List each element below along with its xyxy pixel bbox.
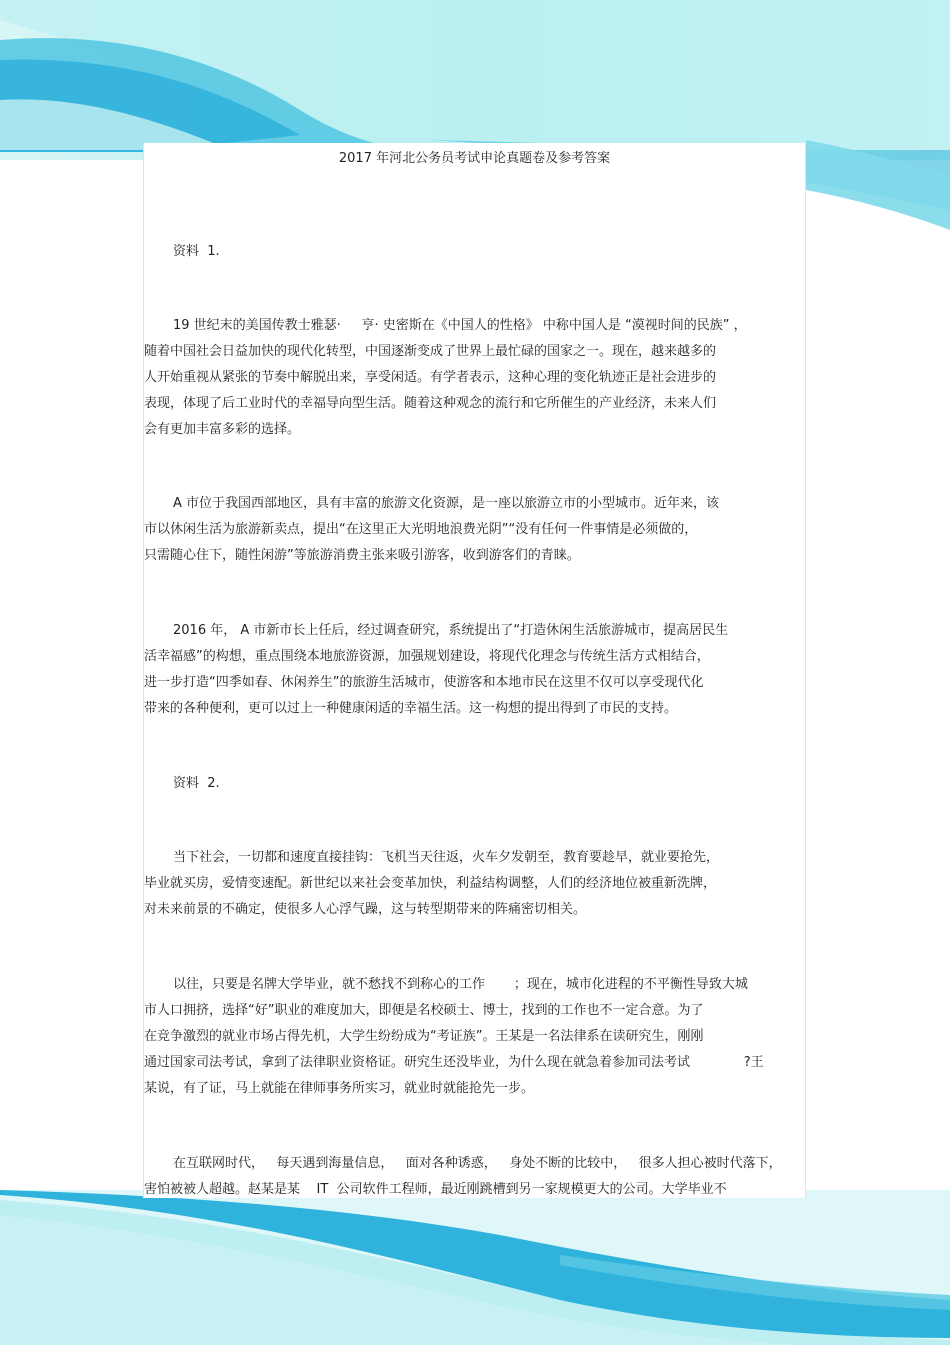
paragraph-line: 市人口拥挤，选择“好”职业的难度加大，即便是名校硕士、博士，找到的工作也不一定合意。为了 bbox=[144, 1003, 704, 1018]
paragraph-line: 活幸福感”的构想，重点围绕本地旅游资源，加强规划建设，将现代化理念与传统生活方式相结合， bbox=[144, 649, 710, 664]
section-heading-1: 资料 1. bbox=[173, 244, 220, 259]
paragraph-line: 表现，体现了后工业时代的幸福导向型生活。随着这种观念的流行和它所催生的产业经济，未来人们 bbox=[144, 396, 717, 411]
paragraph-line: 进一步打造“四季如春、休闲养生”的旅游生活城市，使游客和本地市民在这里不仅可以享受现代化 bbox=[144, 675, 704, 690]
paragraph-line: 2016 年， A 市新市长上任后，经过调查研究，系统提出了“打造休闲生活旅游城市，提高居民生 bbox=[173, 623, 729, 638]
paragraph-line: 19 世纪末的美国传教士雅瑟· 亨· 史密斯在《中国人的性格》 中称中国人是 “漠视时间的民族” ， bbox=[173, 318, 747, 333]
paragraph-line: 随着中国社会日益加快的现代化转型，中国逐渐变成了世界上最忙碌的国家之一。现在，越来越多的 bbox=[144, 344, 717, 359]
paragraph-line: 人开始重视从紧张的节奏中解脱出来，享受闲适。有学者表示，这种心理的变化轨迹正是社会进步的 bbox=[144, 370, 717, 385]
paragraph-line: 通过国家司法考试，拿到了法律职业资格证。研究生还没毕业，为什么现在就急着参加司法考试 ?王 bbox=[144, 1055, 764, 1070]
paragraph-line: 带来的各种便利，更可以过上一种健康闲适的幸福生活。这一构想的提出得到了市民的支持。 bbox=[144, 701, 678, 716]
paragraph-line: A 市位于我国西部地区，具有丰富的旅游文化资源，是一座以旅游立市的小型城市。近年来，该 bbox=[173, 496, 720, 511]
paragraph-line: 以往，只要是名牌大学毕业，就不愁找不到称心的工作 ；现在，城市化进程的不平衡性导致大城 bbox=[173, 977, 748, 992]
paragraph-line: 只需随心住下，随性闲游”等旅游消费主张来吸引游客，收到游客们的青睐。 bbox=[144, 548, 580, 563]
section-heading-2: 资料 2. bbox=[173, 776, 220, 791]
page-right-edge bbox=[805, 143, 806, 1198]
paragraph-line: 当下社会，一切都和速度直接挂钩：飞机当天往返，火车夕发朝至，教育要趁早，就业要抢先， bbox=[173, 850, 720, 865]
paragraph-line: 害怕被被人超越。赵某是某 IT 公司软件工程师，最近刚跳槽到另一家规模更大的公司。大学毕业不 bbox=[144, 1182, 727, 1197]
paragraph-line: 市以休闲生活为旅游新卖点，提出“在这里正大光明地浪费光阴”“没有任何一件事情是必须做的， bbox=[144, 522, 698, 537]
paragraph-line: 某说，有了证，马上就能在律师事务所实习，就业时就能抢先一步。 bbox=[144, 1081, 535, 1096]
paragraph-line: 毕业就买房，爱情变速配。新世纪以来社会变革加快，利益结构调整，人们的经济地位被重新洗牌， bbox=[144, 876, 717, 891]
paragraph-line: 对未来前景的不确定，使很多人心浮气躁，这与转型期带来的阵痛密切相关。 bbox=[144, 902, 587, 917]
paragraph-line: 在竞争激烈的就业市场占得先机，大学生纷纷成为“考证族”。王某是一名法律系在读研究生，刚刚 bbox=[144, 1029, 704, 1044]
paragraph-line: 在互联网时代， 每天遇到海量信息， 面对各种诱惑， 身处不断的比较中， 很多人担心被时代落下， bbox=[173, 1156, 782, 1171]
document-title: 2017 年河北公务员考试申论真题卷及参考答案 bbox=[338, 151, 611, 166]
paragraph-line: 会有更加丰富多彩的选择。 bbox=[144, 422, 301, 437]
